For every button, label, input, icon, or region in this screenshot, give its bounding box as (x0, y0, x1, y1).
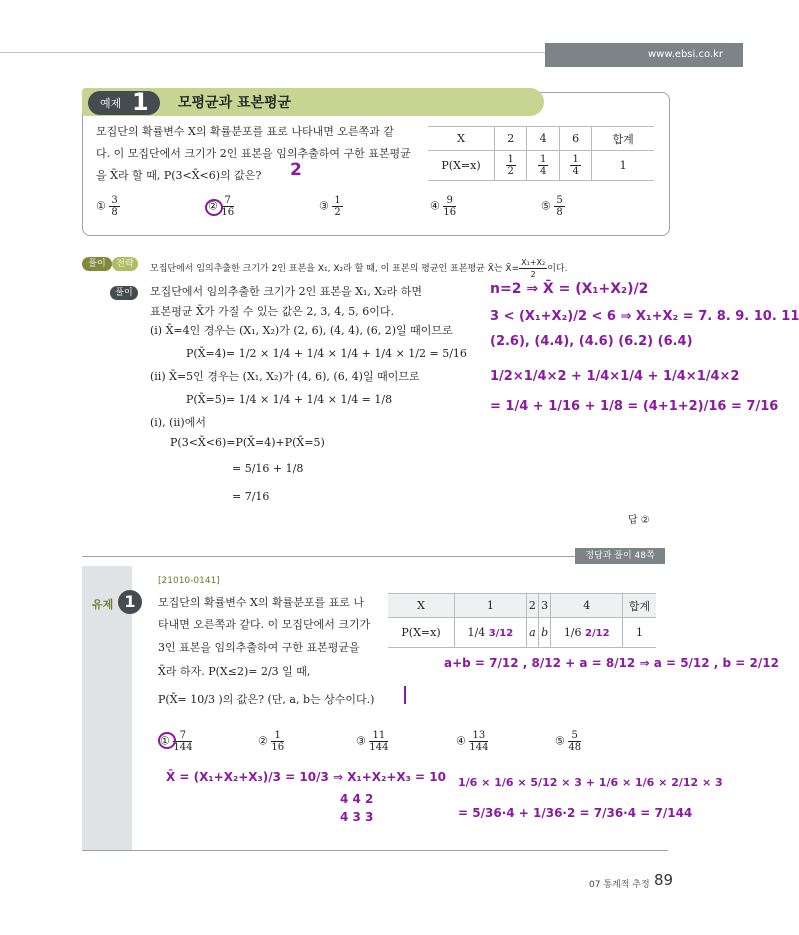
exercise-choice-4[interactable]: ④ $\frac{13}{144}$ (456, 730, 489, 753)
exercise-choice-1-circle-mark (158, 732, 176, 749)
site-url: www.ebsi.co.kr (545, 43, 743, 67)
hand-ab-equation: a+b = 7/12 , 8/12 + a = 8/12 ⇒ a = 5/12 , b = 2/12 (444, 656, 779, 670)
hand-prob-line-2: = 5/36·4 + 1/36·2 = 7/36·4 = 7/144 (458, 806, 693, 820)
example-problem-line-3: 을 X̄라 할 때, P(3<X̄<6)의 값은? (96, 169, 262, 182)
example-choice-2[interactable]: ② $\frac{7}{16}$ (208, 195, 235, 218)
exc-hand-note-1: 3/12 (488, 628, 514, 639)
strategy-text: 모집단에서 임의추출한 크기가 2인 표본을 X₁, X₂라 할 때, 이 표본의 평균인 표본평균 X̄는 X̄= $\frac{\text{X₁+X₂}}{2}$ 이다. (150, 258, 568, 279)
ex-table-prob-label: P(X=x) (428, 151, 495, 181)
ex-table-total: 1 (592, 151, 654, 181)
hand-prob-line-1: 1/6 × 1/6 × 5/12 × 3 + 1/6 × 1/6 × 2/12 × 3 (458, 776, 723, 789)
example-handwritten-answer: 2 (290, 160, 302, 180)
exc-table-prob-label: P(X=x) (388, 618, 455, 648)
hand-combo-2: 4 3 3 (340, 810, 374, 824)
example-choice-3[interactable]: ③ $\frac{1}{2}$ (319, 195, 341, 218)
example-distribution-table (428, 126, 654, 181)
hand-top-2: 3 < (X₁+X₂)/2 < 6 ⇒ X₁+X₂ = 7. 8. 9. 10. 11 (490, 309, 799, 324)
solution-pill: 풀이 (110, 286, 138, 300)
exc-table-prob-4: 1/6 2/12 (551, 618, 623, 648)
hand-top-1: n=2 ⇒ X̄ = (X₁+X₂)/2 (490, 281, 649, 297)
hand-combo-1: 4 4 2 (340, 792, 374, 806)
solution-line-6: P(X̄=5)= 1/4 × 1/4 + 1/4 × 1/4 = 1/8 (186, 393, 393, 406)
ex-table-prob-3: $\frac{1}{4}$ (559, 151, 591, 181)
ex-table-prob-2: $\frac{1}{4}$ (527, 151, 559, 181)
exc-table-head-total: 합계 (623, 594, 656, 618)
example-badge-label: 예제 (100, 97, 122, 110)
exc-table-head-4: 4 (551, 594, 623, 618)
solution-line-8: P(3<X̄<6)=P(X̄=4)+P(X̄=5) (170, 436, 325, 449)
example-title: 모평균과 표본평균 (178, 95, 292, 111)
exercise-line-2: 타내면 오른쪽과 같다. 이 모집단에서 크기가 (158, 618, 371, 631)
example-problem-line-1: 모집단의 확률변수 X의 확률분포를 표로 나타내면 오른쪽과 같 (96, 125, 394, 138)
example-choice-2-circle-mark (205, 199, 223, 216)
exercise-choice-5[interactable]: ⑤ $\frac{5}{48}$ (555, 730, 582, 753)
exc-table-prob-a: a (526, 618, 538, 648)
solution-line-9: = 5/16 + 1/8 (232, 462, 304, 475)
ex-table-head-total: 합계 (592, 127, 654, 151)
footer-page-number: 89 (654, 871, 674, 889)
exercise-badge-label: 유제 (92, 598, 114, 611)
example-badge (88, 88, 160, 116)
exercise-line-4: X̄라 하자. P(X≤2)= 2/3 일 때, (158, 665, 311, 678)
strategy-pill-strategy: 전략 (112, 257, 138, 271)
exercise-choice-3[interactable]: ③ $\frac{11}{144}$ (356, 730, 389, 753)
exc-table-head-3: 3 (538, 594, 550, 618)
exc-hand-note-2: 2/12 (585, 628, 610, 639)
exercise-line-1: 모집단의 확률변수 X의 확률분포를 표로 나 (158, 596, 364, 609)
solution-line-10: = 7/16 (232, 490, 270, 503)
ex-table-head-4: 4 (527, 127, 559, 151)
ex-table-head-x: X (428, 127, 495, 151)
hand-xbar-equation: X̄ = (X₁+X₂+X₃)/3 = 10/3 ⇒ X₁+X₂+X₃ = 10 (166, 770, 446, 784)
exc-table-head-1: 1 (455, 594, 527, 618)
example-choice-4[interactable]: ④ $\frac{9}{16}$ (430, 195, 457, 218)
hand-top-5: = 1/4 + 1/16 + 1/8 = (4+1+2)/16 = 7/16 (490, 399, 779, 414)
ex-table-prob-1: $\frac{1}{2}$ (495, 151, 527, 181)
solution-answer-mark: 답 ② (628, 515, 650, 526)
strategy-pill-solution: 풀이 (82, 257, 112, 271)
solution-line-4: P(X̄=4)= 1/2 × 1/4 + 1/4 × 1/4 + 1/4 × 1/2 = 5/16 (186, 347, 467, 360)
solution-line-2: 표본평균 X̄가 가질 수 있는 값은 2, 3, 4, 5, 6이다. (150, 305, 395, 318)
solution-line-5: (ii) X̄=5인 경우는 (X₁, X₂)가 (4, 6), (6, 4)일 때이므로 (150, 370, 420, 383)
example-choice-5[interactable]: ⑤ $\frac{5}{8}$ (541, 195, 563, 218)
example-badge-number: 1 (132, 88, 149, 116)
exercise-distribution-table (388, 593, 656, 648)
solution-line-3: (i) X̄=4인 경우는 (X₁, X₂)가 (2, 6), (4, 4), (6, 2)일 때이므로 (150, 324, 453, 337)
exercise-line-5: P(X̄= 10/3 )의 값은? (단, a, b는 상수이다.) (158, 693, 375, 706)
exc-table-total: 1 (623, 618, 656, 648)
hand-top-3: (2.6), (4.4), (4.6) (6.2) (6.4) (490, 334, 693, 349)
ex-table-head-2: 2 (495, 127, 527, 151)
example-choice-1[interactable]: ① $\frac{3}{8}$ (96, 195, 118, 218)
solution-line-7: (i), (ii)에서 (150, 416, 206, 429)
footer-chapter: 07 통계적 추정 (589, 880, 650, 890)
solution-line-1: 모집단에서 임의추출한 크기가 2인 표본을 X₁, X₂라 하면 (150, 285, 422, 298)
exc-table-prob-1: 1/4 3/12 (455, 618, 527, 648)
exc-table-head-2: 2 (526, 594, 538, 618)
ex-table-head-6: 6 (559, 127, 591, 151)
exercise-line-3: 3인 표본을 임의추출하여 구한 표본평균을 (158, 641, 360, 654)
exc-table-head-x: X (388, 594, 455, 618)
example-problem-line-2: 다. 이 모집단에서 크기가 2인 표본을 임의추출하여 구한 표본평균 (96, 147, 411, 160)
hand-stroke-mark (404, 686, 406, 704)
hand-top-4: 1/2×1/4×2 + 1/4×1/4 + 1/4×1/4×2 (490, 369, 740, 384)
exercise-code: [21010-0141] (158, 576, 220, 586)
exercise-choice-1[interactable]: ① $\frac{7}{144}$ (160, 730, 193, 753)
exc-table-prob-b: b (538, 618, 550, 648)
exercise-badge-number: 1 (118, 590, 142, 614)
exercise-choice-2[interactable]: ② $\frac{1}{16}$ (258, 730, 285, 753)
answer-page-tab: 정답과 풀이 48쪽 (575, 548, 665, 564)
